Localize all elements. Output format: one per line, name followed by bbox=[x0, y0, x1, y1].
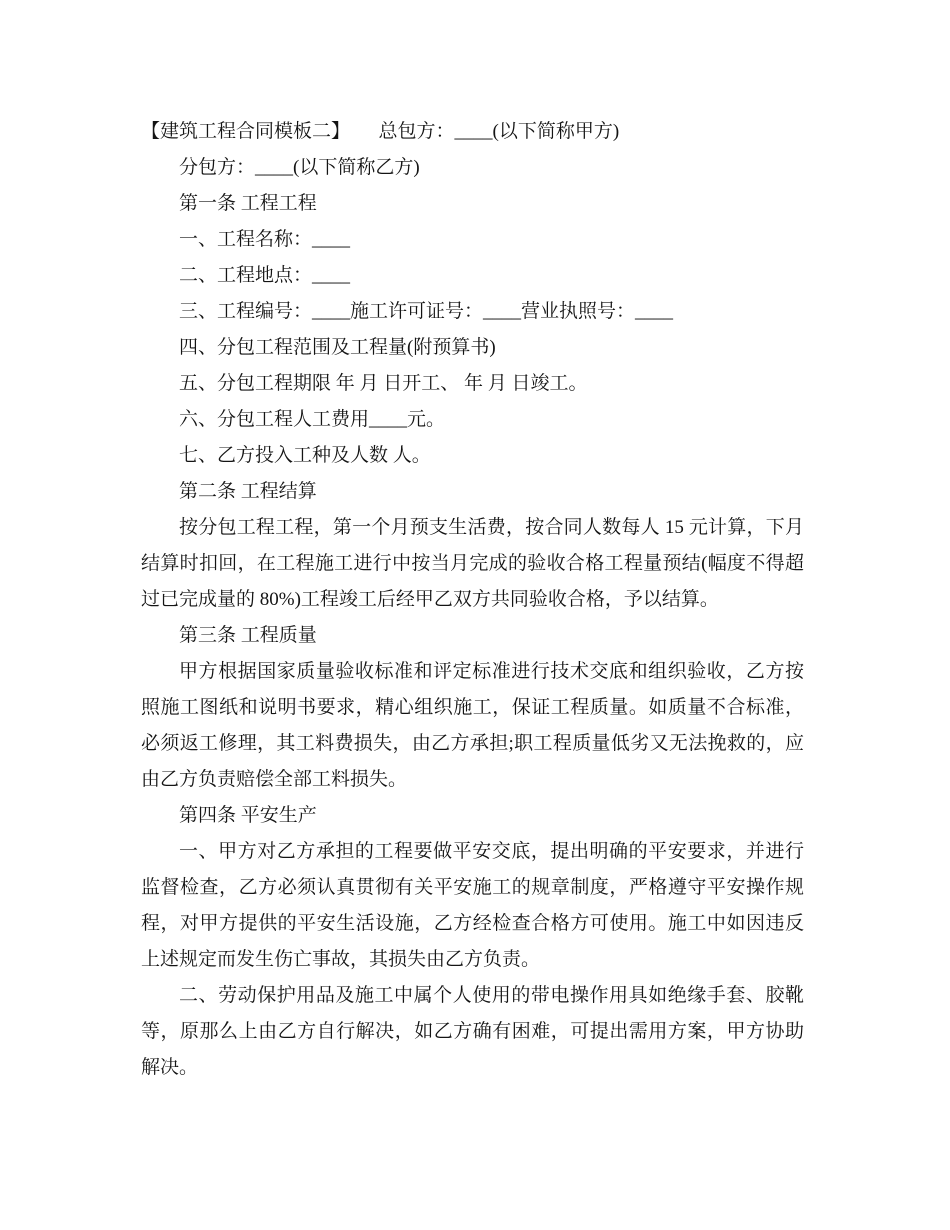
clause-2-heading: 第二条 工程结算 bbox=[179, 481, 317, 502]
contract-text bbox=[141, 114, 804, 1086]
clause-4-item-1: 一、甲方对乙方承担的工程要做平安交底，提出明确的平安要求，并进行监督检查，乙方必须认真贯彻有关平安施工的规章制度，严格遵守平安操作规程，对甲方提供的平安生活设施，乙方经检查合格方可使用。施工中如因违反上述规定而发生伤亡事故，其损失由乙方负责。 bbox=[141, 841, 804, 970]
clause-1-item-6: 六、分包工程人工费用____元。 bbox=[179, 409, 446, 430]
clause-4-heading: 第四条 平安生产 bbox=[179, 805, 317, 826]
subcontractor-line: 分包方：____(以下简称乙方) bbox=[179, 157, 420, 178]
clause-1-item-2: 二、工程地点：____ bbox=[179, 265, 351, 286]
clause-1-item-3: 三、工程编号：____施工许可证号：____营业执照号：____ bbox=[179, 301, 674, 322]
clause-3-heading: 第三条 工程质量 bbox=[179, 625, 317, 646]
clause-1-item-4: 四、分包工程范围及工程量(附预算书) bbox=[179, 337, 496, 358]
clause-1-heading: 第一条 工程工程 bbox=[179, 193, 317, 214]
clause-4-item-2: 二、劳动保护用品及施工中属个人使用的带电操作用具如绝缘手套、胶靴等，原那么上由乙方自行解决，如乙方确有困难，可提出需用方案，甲方协助解决。 bbox=[141, 985, 804, 1078]
clause-3-body: 甲方根据国家质量验收标准和评定标准进行技术交底和组织验收，乙方按照施工图纸和说明书要求，精心组织施工，保证工程质量。如质量不合标准，必须返工修理，其工料费损失，由乙方承担;职工程质量低劣又无法挽救的，应由乙方负责赔偿全部工料损失。 bbox=[141, 661, 804, 790]
title-line: 【建筑工程合同模板二】 总包方：____(以下简称甲方) bbox=[141, 121, 620, 142]
clause-1-item-5: 五、分包工程期限 年 月 日开工、 年 月 日竣工。 bbox=[179, 373, 588, 394]
clause-2-body: 按分包工程工程，第一个月预支生活费，按合同人数每人 15 元计算，下月结算时扣回，在工程施工进行中按当月完成的验收合格工程量预结(幅度不得超过已完成量的 80%)工程竣工后经甲乙双方共同验收合格，予以结算。 bbox=[141, 517, 804, 610]
clause-1-item-7: 七、乙方投入工种及人数 人。 bbox=[179, 445, 431, 466]
clause-1-item-1: 一、工程名称：____ bbox=[179, 229, 351, 250]
